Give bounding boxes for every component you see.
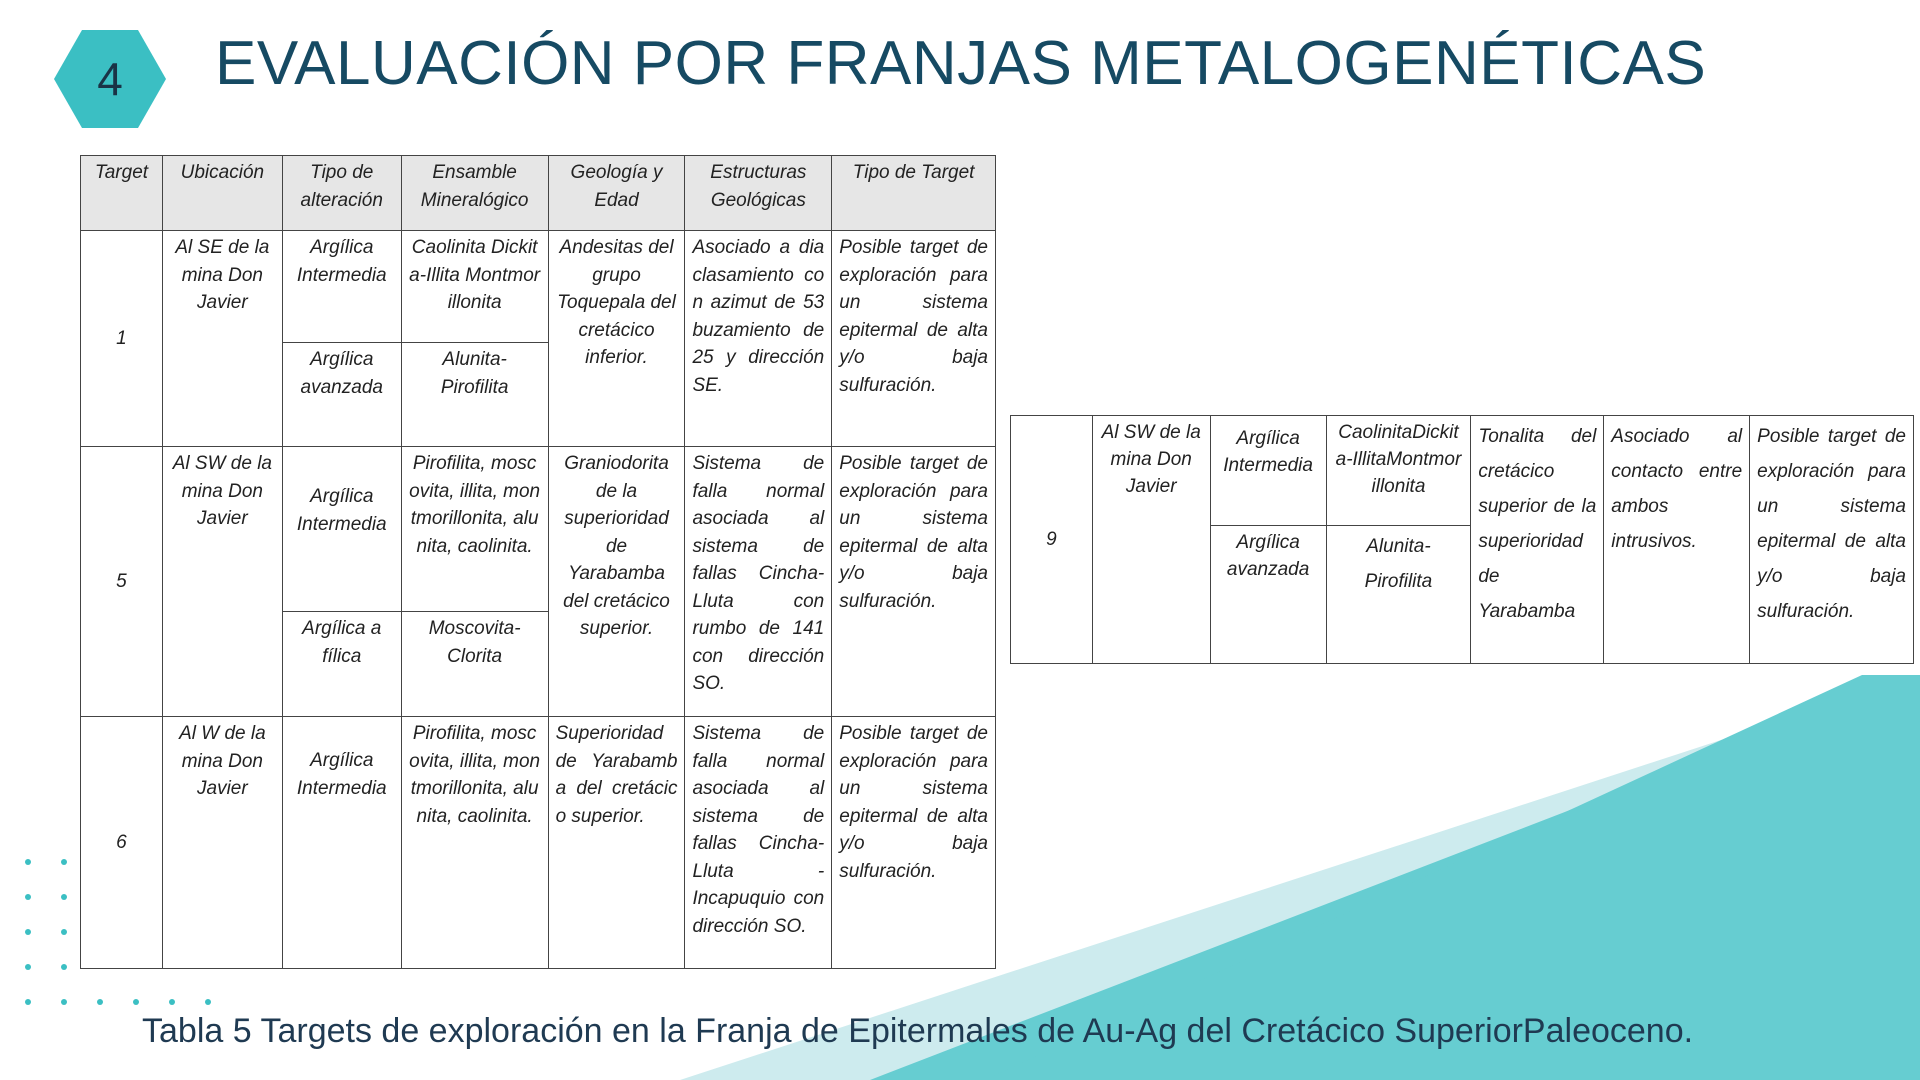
table-header-row <box>81 156 996 231</box>
alteracion-cell: Argílica Intermedia <box>282 717 401 969</box>
mineralogia-cell: Alunita-Pirofilita <box>1326 526 1471 664</box>
tipo-target-cell: Posible target de exploración para un sistema epitermal de alta y/o baja sulfuración. <box>832 231 996 447</box>
estructuras-cell: Sistema de falla normal asociada al sistema de fallas Cincha-Lluta con rumbo de 141 con dirección SO. <box>685 447 832 717</box>
tipo-target-cell: Posible target de exploración para un sistema epitermal de alta y/o baja sulfuración. <box>1750 416 1914 664</box>
ubicacion-cell: Al W de la mina Don Javier <box>162 717 282 969</box>
ubicacion-cell: Al SW de la mina Don Javier <box>1092 416 1210 664</box>
header-cell: Ensamble Mineralógico <box>401 156 548 231</box>
header-cell: Target <box>81 156 163 231</box>
mineralogia-cell: Pirofilita, moscovita, illita, montmorillonita, alunita, caolinita. <box>401 447 548 612</box>
geologia-cell: Superioridad de Yarabamba del cretácico superior. <box>548 717 685 969</box>
targets-table <box>80 155 996 969</box>
alteracion-cell: Argílica avanzada <box>1210 526 1326 664</box>
table-row <box>81 231 996 343</box>
mineralogia-cell: CaolinitaDickita-IllitaMontmorillonita <box>1326 416 1471 526</box>
table-caption: Tabla 5 Targets de exploración en la Franja de Epitermales de Au-Ag del Cretácico SuperiorPaleoceno. <box>142 1012 1694 1050</box>
tipo-target-cell: Posible target de exploración para un sistema epitermal de alta y/o baja sulfuración. <box>832 447 996 717</box>
mineralogia-cell: Caolinita Dickita-Illita Montmorillonita <box>401 231 548 343</box>
ubicacion-cell: Al SE de la mina Don Javier <box>162 231 282 447</box>
target-9-table <box>1010 415 1914 664</box>
alteracion-cell: Argílica Intermedia <box>282 447 401 612</box>
geologia-cell: Andesitas del grupo Toquepala del cretácico inferior. <box>548 231 685 447</box>
estructuras-cell: Sistema de falla normal asociada al sistema de fallas Cincha-Lluta - Incapuquio con dirección SO. <box>685 717 832 969</box>
tipo-target-cell: Posible target de exploración para un sistema epitermal de alta y/o baja sulfuración. <box>832 717 996 969</box>
estructuras-cell: Asociado al contacto entre ambos intrusivos. <box>1604 416 1750 664</box>
alteracion-cell: Argílica a fílica <box>282 612 401 717</box>
header-cell: Ubicación <box>162 156 282 231</box>
header-cell: Tipo de alteración <box>282 156 401 231</box>
header-cell: Estructuras Geológicas <box>685 156 832 231</box>
alteracion-cell: Argílica Intermedia <box>282 231 401 343</box>
estructuras-cell: Asociado a diaclasamiento con azimut de 53 buzamiento de 25 y dirección SE. <box>685 231 832 447</box>
mineralogia-cell: Alunita-Pirofilita <box>401 343 548 447</box>
slide-title: EVALUACIÓN POR FRANJAS METALOGENÉTICAS <box>215 29 1707 98</box>
target-number: 9 <box>1011 416 1093 664</box>
ubicacion-cell: Al SW de la mina Don Javier <box>162 447 282 717</box>
target-number: 6 <box>81 717 163 969</box>
table-row <box>1011 416 1914 526</box>
mineralogia-cell: Pirofilita, moscovita, illita, montmorillonita, alunita, caolinita. <box>401 717 548 969</box>
target-number: 5 <box>81 447 163 717</box>
geologia-cell: Tonalita del cretácico superior de la superioridad de Yarabamba <box>1471 416 1604 664</box>
geologia-cell: Graniodorita de la superioridad de Yarabamba del cretácico superior. <box>548 447 685 717</box>
alteracion-cell: Argílica Intermedia <box>1210 416 1326 526</box>
table-row <box>81 717 996 969</box>
alteracion-cell: Argílica avanzada <box>282 343 401 447</box>
header-cell: Tipo de Target <box>832 156 996 231</box>
header-cell: Geología y Edad <box>548 156 685 231</box>
table-row <box>81 447 996 612</box>
target-number: 1 <box>81 231 163 447</box>
mineralogia-cell: Moscovita-Clorita <box>401 612 548 717</box>
section-number: 4 <box>97 53 123 105</box>
